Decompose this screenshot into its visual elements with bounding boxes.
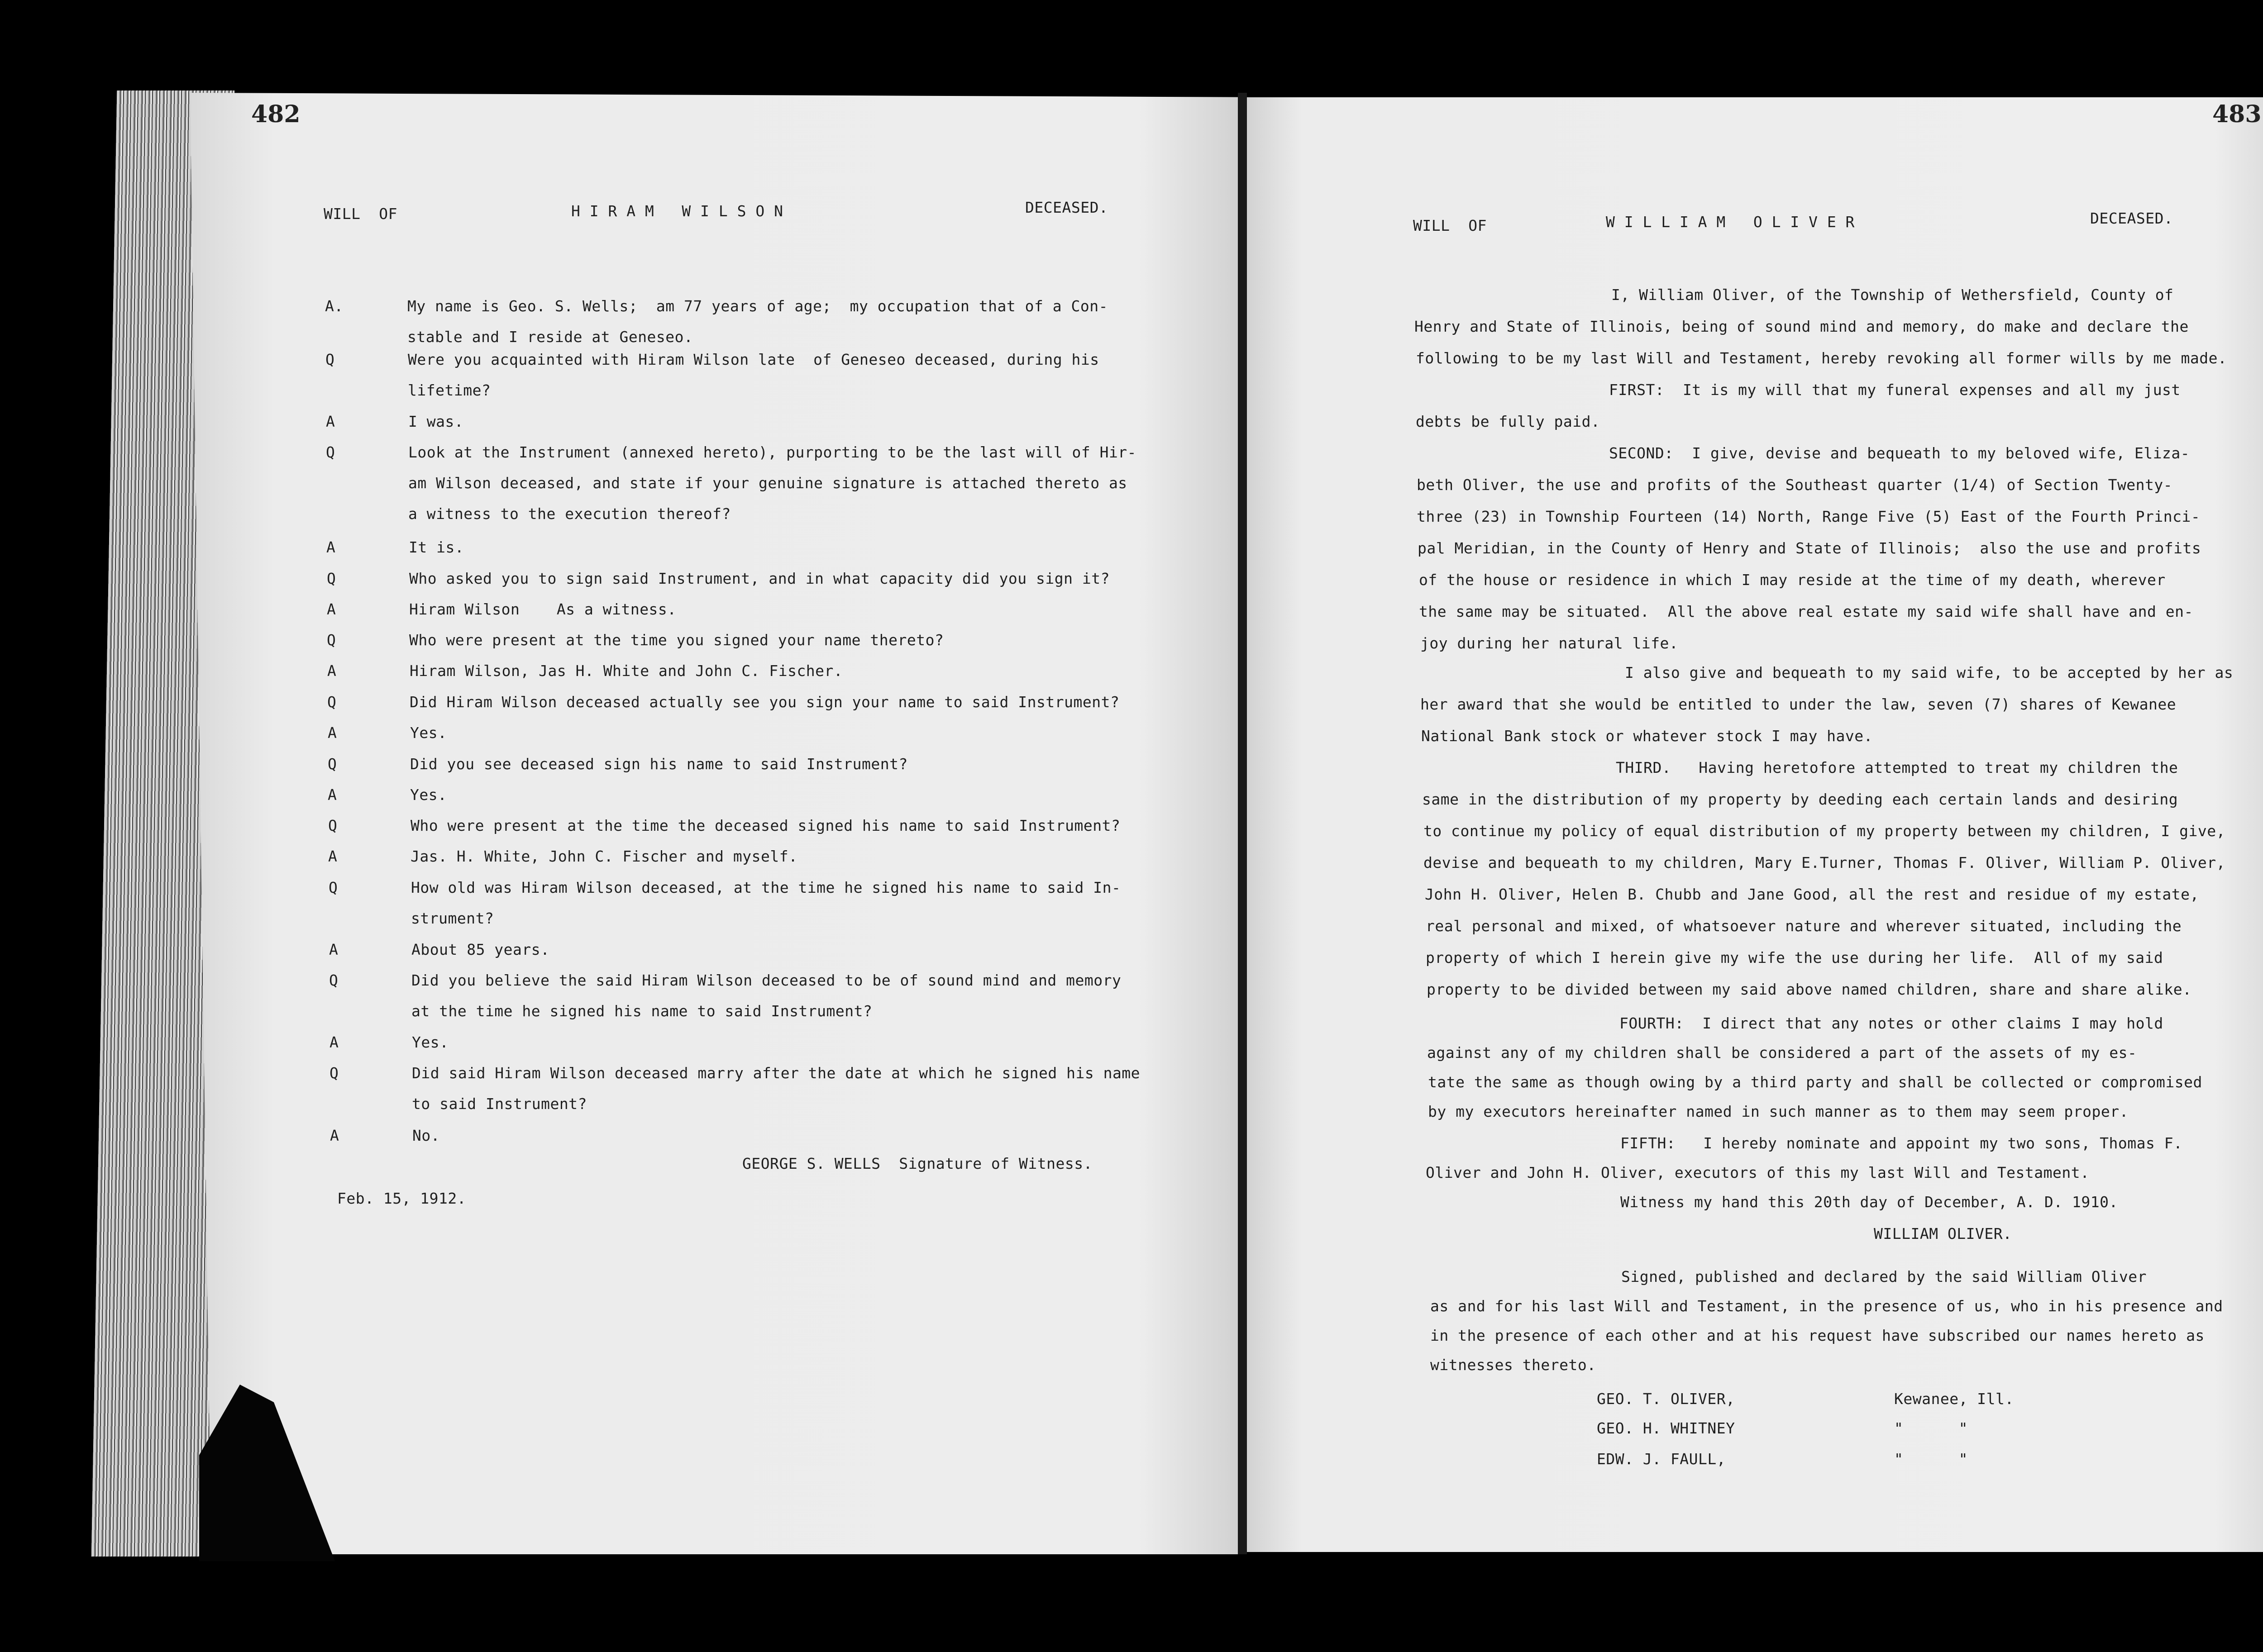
right-header-deceased: DECEASED. [2090,209,2173,227]
testimony-line: How old was Hiram Wilson deceased, at the time he signed his name to said In- [411,879,1121,896]
qa-label: Q [328,817,338,834]
left-header-will-of: WILL OF [324,205,397,223]
testimony-line: No. [412,1127,440,1144]
testimony-line: Were you acquainted with Hiram Wilson late of Geneseo deceased, during his [408,351,1099,368]
testimony-line: Who were present at the time the deceased signed his name to said Instrument? [411,817,1121,834]
testimony-line: Did you believe the said Hiram Wilson deceased to be of sound mind and memory [411,971,1122,989]
will-line: SECOND: I give, devise and bequeath to my beloved wife, Eliza- [1609,444,2190,462]
testimony-line: Did Hiram Wilson deceased actually see you sign your name to said Instrument? [410,693,1120,711]
testimony-line: a witness to the execution thereof? [408,505,731,523]
testimony-line: Who asked you to sign said Instrument, and in what capacity did you sign it? [409,570,1110,587]
qa-label: Q [329,971,339,989]
will-line: FIRST: It is my will that my funeral expenses and all my just [1609,381,2181,399]
right-header-will-of: WILL OF [1413,217,1487,234]
testimony-line: am Wilson deceased, and state if your genuine signature is attached thereto as [408,474,1127,492]
qa-label: Q [327,631,336,649]
qa-label: A [326,413,335,430]
qa-label: A [328,724,337,742]
qa-label: A [327,662,337,680]
testimony-line: strument? [411,909,494,927]
will-line: National Bank stock or whatever stock I may have. [1421,727,1873,745]
qa-label: Q [325,351,335,368]
testimony-line: Did you see deceased sign his name to said Instrument? [410,755,908,773]
will-line: Witness my hand this 20th day of December, A. D. 1910. [1620,1193,2118,1211]
witness-name: EDW. J. FAULL, [1597,1450,1726,1468]
testimony-line: Yes. [410,786,447,804]
testimony-line: Who were present at the time you signed your name thereto? [409,631,944,649]
testimony-line: About 85 years. [411,941,550,958]
witness-place: Kewanee, Ill. [1894,1390,2014,1408]
testimony-line: Hiram Wilson As a witness. [409,600,677,618]
will-line: Signed, published and declared by the said William Oliver [1621,1268,2147,1285]
qa-label: Q [326,443,335,461]
qa-label: A [329,1033,339,1051]
will-line: THIRD. Having heretofore attempted to treat my children the [1616,759,2178,776]
testimony-date: Feb. 15, 1912. [337,1190,467,1207]
will-line: Oliver and John H. Oliver, executors of this my last Will and Testament. [1426,1164,2090,1181]
witness-name: GEO. H. WHITNEY [1597,1419,1735,1437]
right-page-number: 483 [2212,100,2262,128]
qa-label: Q [327,693,337,711]
will-line: her award that she would be entitled to under the law, seven (7) shares of Kewanee [1420,695,2177,713]
testimony-line: Jas. H. White, John C. Fischer and myself. [411,847,798,865]
will-line: property to be divided between my said above named children, share and share alike. [1427,981,2192,998]
will-line: as and for his last Will and Testament, in the presence of us, who in his presence and [1430,1297,2223,1315]
testimony-line: Yes. [412,1033,449,1051]
left-header-name: H I R A M W I L S O N [571,202,783,220]
qa-label: A [329,941,339,958]
left-header-deceased: DECEASED. [1025,199,1108,216]
qa-label: Q [327,570,336,587]
testimony-line: Look at the Instrument (annexed hereto), purporting to be the last will of Hir- [408,443,1137,461]
qa-label: A [328,786,337,804]
qa-label: A [330,1127,339,1144]
testimony-line: to said Instrument? [412,1095,587,1113]
testimony-line: Hiram Wilson, Jas H. White and John C. Fischer. [410,662,843,680]
testimony-line: My name is Geo. S. Wells; am 77 years of age; my occupation that of a Con- [407,297,1108,315]
will-line: joy during her natural life. [1420,634,1679,652]
qa-label: A. [325,297,344,315]
will-line: FOURTH: I direct that any notes or other claims I may hold [1619,1014,2163,1032]
will-line: FIFTH: I hereby nominate and appoint my two sons, Thomas F. [1620,1134,2183,1152]
witness-signature-line: GEORGE S. WELLS Signature of Witness. [742,1155,1093,1172]
will-line: following to be my last Will and Testament, hereby revoking all former wills by me made. [1416,349,2227,367]
right-header-name: W I L L I A M O L I V E R [1606,213,1855,231]
testimony-line: It is. [409,538,464,556]
will-line: of the house or residence in which I may reside at the time of my death, wherever [1419,571,2166,589]
witness-name: GEO. T. OLIVER, [1597,1390,1735,1408]
will-line: against any of my children shall be considered a part of the assets of my es- [1427,1044,2137,1062]
will-line: debts be fully paid. [1416,413,1600,430]
will-line: Henry and State of Illinois, being of sound mind and memory, do make and declare the [1414,318,2189,335]
will-line: pal Meridian, in the County of Henry and State of Illinois; also the use and profits [1418,539,2201,557]
qa-label: Q [328,755,337,773]
witness-place: " " [1894,1450,1968,1468]
testimony-line: I was. [408,413,464,430]
qa-label: Q [329,1064,339,1082]
will-line: real personal and mixed, of whatsoever nature and wherever situated, including the [1426,917,2182,935]
will-line: three (23) in Township Fourteen (14) North, Range Five (5) East of the Fourth Princi- [1417,508,2201,525]
qa-label: A [327,600,336,618]
will-line: property of which I herein give my wife the use during her life. All of my said [1426,949,2163,966]
will-line: devise and bequeath to my children, Mary E.Turner, Thomas F. Oliver, William P. Oliver, [1423,854,2225,871]
will-line: John H. Oliver, Helen B. Chubb and Jane Good, all the rest and residue of my estate, [1425,886,2199,903]
qa-label: A [328,847,338,865]
book-gutter [1238,93,1247,1554]
left-page-number: 482 [251,100,301,128]
testimony-line: Did said Hiram Wilson deceased marry after the date at which he signed his name [412,1064,1141,1082]
testimony-line: lifetime? [408,381,491,399]
will-line: to continue my policy of equal distribution of my property between my children, I give, [1423,822,2225,840]
will-line: in the presence of each other and at his request have subscribed our names hereto as [1430,1327,2205,1344]
will-line: I, William Oliver, of the Township of Wethersfield, County of [1611,286,2174,304]
will-line: by my executors hereinafter named in such manner as to them may seem proper. [1428,1103,2129,1120]
will-line: same in the distribution of my property by deeding each certain lands and desiring [1422,790,2178,808]
will-line: tate the same as though owing by a third party and shall be collected or compromised [1428,1073,2202,1091]
qa-label: A [326,538,336,556]
qa-label: Q [329,879,338,896]
will-line: beth Oliver, the use and profits of the Southeast quarter (1/4) of Section Twenty- [1417,476,2173,494]
will-line: I also give and bequeath to my said wife, to be accepted by her as [1625,664,2234,681]
witness-place: " " [1894,1419,1968,1437]
will-line: WILLIAM OLIVER. [1874,1225,2012,1243]
testimony-line: stable and I reside at Geneseo. [407,328,693,346]
will-line: witnesses thereto. [1430,1356,1596,1374]
testimony-line: Yes. [410,724,447,742]
will-line: the same may be situated. All the above real estate my said wife shall have and en- [1419,603,2193,620]
testimony-line: at the time he signed his name to said Instrument? [411,1002,873,1020]
